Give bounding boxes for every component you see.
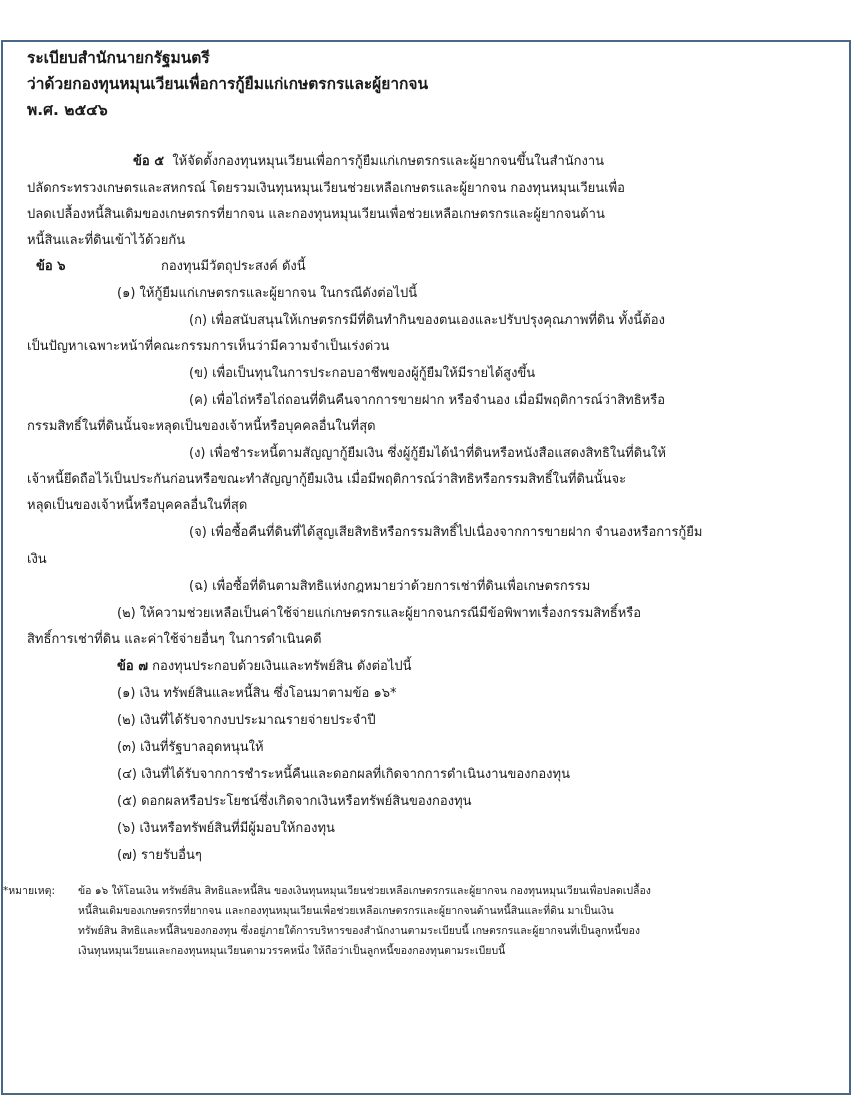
- sub-a-line-2: เป็นปัญหาเฉพาะหน้าที่คณะกรรมการเห็นว่ามีความจำเป็นเร่งด่วน: [27, 339, 390, 354]
- section7-item-7: (๗) รายรับอื่นๆ: [117, 848, 202, 863]
- section5-line-4: หนี้สินและที่ดินเข้าไว้ด้วยกัน: [27, 233, 186, 248]
- sub-e-line-2: เงิน: [27, 552, 47, 567]
- footnote-label: *หมายเหตุ:: [3, 885, 56, 897]
- section7-item-5: (๕) ดอกผลหรือประโยชน์ซึ่งเกิดจากเงินหรือทรัพย์สินของกองทุน: [117, 794, 472, 809]
- sub-c-line-1: (ค) เพื่อไถ่หรือไถ่ถอนที่ดินคืนจากการขายฝาก หรือจำนอง เมื่อมีพฤติการณ์ว่าสิทธิหรือ: [189, 393, 666, 408]
- section7-item-2: (๒) เงินที่ได้รับจากงบประมาณรายจ่ายประจำปี: [117, 713, 376, 728]
- section5-line-2: ปลัดกระทรวงเกษตรและสหกรณ์ โดยรวมเงินทุนหมุนเวียนช่วยเหลือเกษตรและผู้ยากจน กองทุนหมุนเวียนเพื่อ: [27, 181, 625, 196]
- section5-first-line: [133, 153, 604, 171]
- section5-text: ให้จัดตั้งกองทุนหมุนเวียนเพื่อการกู้ยืมแก่เกษตรกรและผู้ยากจนขึ้นในสำนักงาน: [172, 154, 605, 169]
- title-line-3: พ.ศ. ๒๕๔๖: [27, 101, 108, 119]
- section5-line-3: ปลดเปลื้องหนี้สินเดิมของเกษตรกรที่ยากจน และกองทุนหมุนเวียนเพื่อช่วยเหลือเกษตรกรและผู้ยากจนด้าน: [27, 207, 605, 222]
- footnote-line-1: ข้อ ๑๖ ให้โอนเงิน ทรัพย์สิน สิทธิและหนี้สิน ของเงินทุนหมุนเวียนช่วยเหลือเกษตรกรและผู้ยากจน กองทุนหมุนเวียนเพื่อปลดเปลื้อง: [78, 885, 651, 897]
- section7-intro: กองทุนประกอบด้วยเงินและทรัพย์สิน ดังต่อไปนี้: [152, 659, 412, 674]
- section6-label: ข้อ ๖: [36, 259, 66, 274]
- sub-d-line-3: หลุดเป็นของเจ้าหนี้หรือบุคคลอื่นในที่สุด: [27, 498, 248, 513]
- section6-intro: กองทุนมีวัตถุประสงค์ ดังนี้: [161, 259, 306, 274]
- section7-first-line: [117, 658, 412, 676]
- title-line-1: ระเบียบสำนักนายกรัฐมนตรี: [27, 49, 210, 67]
- sub-a-line-1: (ก) เพื่อสนับสนุนให้เกษตรกรมีที่ดินทำกินของตนเองและปรับปรุงคุณภาพที่ดิน ทั้งนี้ต้อง: [189, 313, 665, 328]
- sub-d-line-2: เจ้าหนี้ยึดถือไว้เป็นประกันก่อนหรือขณะทำสัญญากู้ยืมเงิน เมื่อมีพฤติการณ์ว่าสิทธิหรือกรรมสิทธิ์ในที่ดินนั้นจะ: [27, 472, 627, 487]
- section6-item2-line-1: (๒) ให้ความช่วยเหลือเป็นค่าใช้จ่ายแก่เกษตรกรและผู้ยากจนกรณีมีข้อพิพาทเรื่องกรรมสิทธิ์หรือ: [117, 606, 642, 621]
- sub-c-line-2: กรรมสิทธิ์ในที่ดินนั้นจะหลุดเป็นของเจ้าหนี้หรือบุคคลอื่นในที่สุด: [27, 419, 376, 434]
- sub-e-line-1: (จ) เพื่อซื้อคืนที่ดินที่ได้สูญเสียสิทธิหรือกรรมสิทธิ์ไปเนื่องจากการขายฝาก จำนองหรือการกู้ยืม: [189, 525, 703, 540]
- section7-item-3: (๓) เงินที่รัฐบาลอุดหนุนให้: [117, 740, 264, 755]
- section7-item-1: (๑) เงิน ทรัพย์สินและหนี้สิน ซึ่งโอนมาตามข้อ ๑๖*: [117, 686, 397, 701]
- section7-item-6: (๖) เงินหรือทรัพย์สินที่มีผู้มอบให้กองทุน: [117, 821, 335, 836]
- title-line-2: ว่าด้วยกองทุนหมุนเวียนเพื่อการกู้ยืมแก่เกษตรกรและผู้ยากจน: [27, 75, 429, 93]
- section5-label: ข้อ ๕: [133, 154, 165, 169]
- sub-b-line-1: (ข) เพื่อเป็นทุนในการประกอบอาชีพของผู้กู้ยืมให้มีรายได้สูงขึ้น: [189, 366, 536, 381]
- section6-item2-line-2: สิทธิ์การเช่าที่ดิน และค่าใช้จ่ายอื่นๆ ในการดำเนินคดี: [27, 632, 322, 647]
- sub-d-line-1: (ง) เพื่อชำระหนี้ตามสัญญากู้ยืมเงิน ซึ่งผู้กู้ยืมได้นำที่ดินหรือหนังสือแสดงสิทธิในที่ดินให้: [189, 446, 666, 461]
- footnote-line-3: ทรัพย์สิน สิทธิและหนี้สินของกองทุน ซึ่งอยู่ภายใต้การบริหารของสำนักงานตามระเบียบนี้ เกษตรกรและผู้ยากจนที่เป็นลูกหนี้ของ: [78, 925, 641, 937]
- footnote-line-4: เงินทุนหมุนเวียนและกองทุนหมุนเวียนตามวรรคหนึ่ง ให้ถือว่าเป็นลูกหนี้ของกองทุนตามระเบียบนี้: [78, 945, 506, 957]
- sub-f-line-1: (ฉ) เพื่อซื้อที่ดินตามสิทธิแห่งกฎหมายว่าด้วยการเช่าที่ดินเพื่อเกษตรกรรม: [189, 579, 591, 594]
- section7-label: ข้อ ๗: [117, 659, 148, 674]
- section6-item1: (๑) ให้กู้ยืมแก่เกษตรกรและผู้ยากจน ในกรณีดังต่อไปนี้: [117, 286, 418, 301]
- footnote-line-2: หนี้สินเดิมของเกษตรกรที่ยากจน และกองทุนหมุนเวียนเพื่อช่วยเหลือเกษตรกรและผู้ยากจนด้านหนี้สินและที่ดิน มาเป็นเงิน: [78, 905, 614, 917]
- section7-item-4: (๔) เงินที่ได้รับจากการชำระหนี้คืนและดอกผลที่เกิดจากการดำเนินงานของกองทุน: [117, 767, 570, 782]
